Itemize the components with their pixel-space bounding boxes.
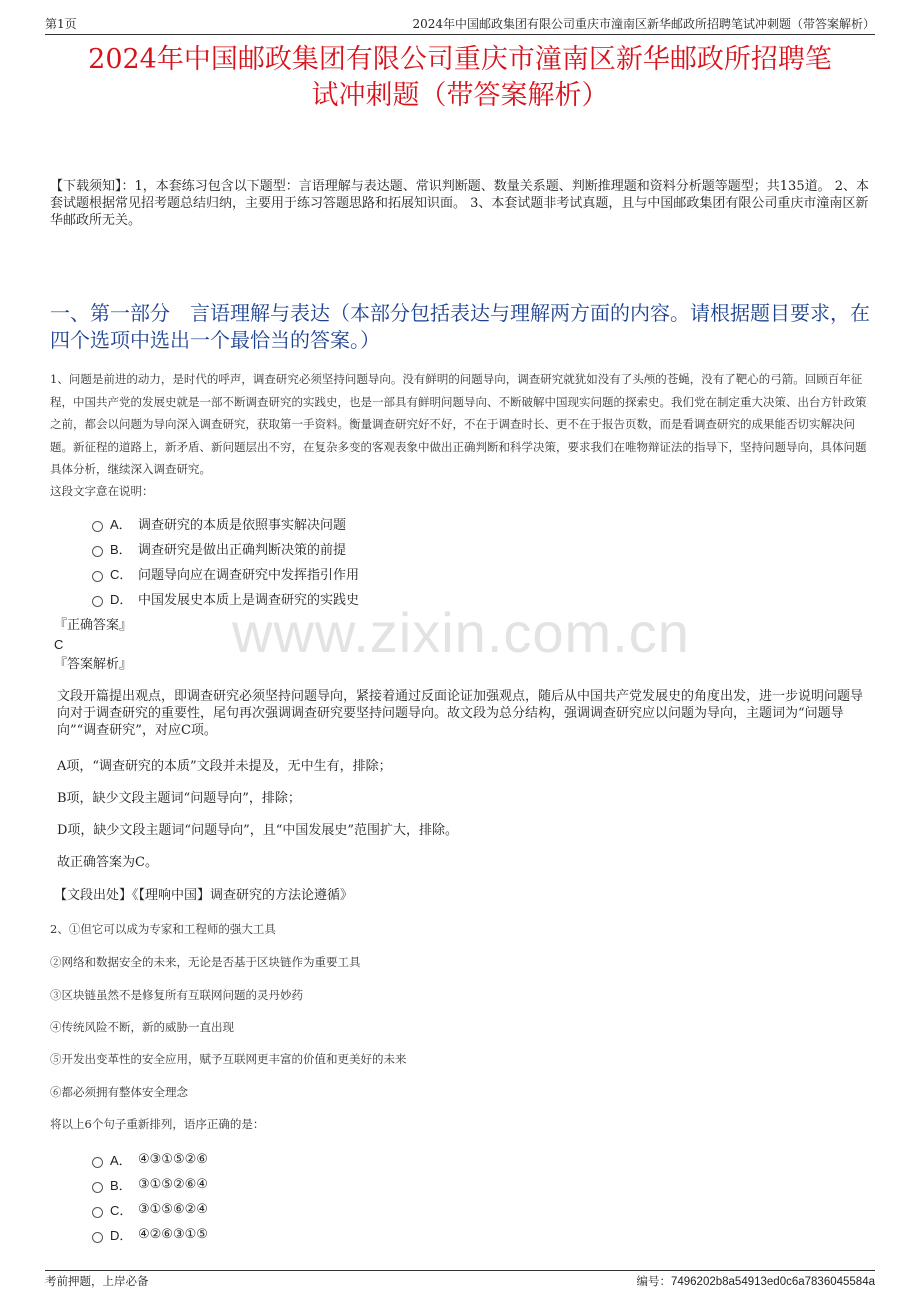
question-1-passage: 1、问题是前进的动力，是时代的呼声，调查研究必须坚持问题导向。没有鲜明的问题导向，调查研究就犹如没有了头颅的苍蝇，没有了靶心的弓箭。回顾百年征程，中国共产党的发展史就是一部不断调查研究的实践史，也是一部具有鲜明问题导向、不断破解中国现实问题的探索史。我们党在制定重大决策、出台方针政策之前，都会以问题为导向深入调查研究，获取第一手资料。衡量调查研究好不好，不在于调查时长、更不在于报告页数，而是看调查研究的成果能否切实解决问题。新征程的道路上，新矛盾、新问题层出不穷，在复杂多变的客观表象中做出正确判断和科学决策，要求我们在唯物辩证法的指导下，坚持问题导向，具体问题具体分析，继续深入调查研究。 [50,372,867,476]
footer-slogan: 考前押题，上岸必备 [45,1274,149,1288]
option-a[interactable] [92,1147,208,1172]
analysis-option-d: D项，缺少文段主题词“问题导向”，且“中国发展史”范围扩大，排除。 [57,823,459,838]
radio-icon[interactable] [92,546,103,557]
option-a[interactable] [92,511,359,536]
q2-sentence-5: ⑤开发出变革性的安全应用，赋予互联网更丰富的价值和更美好的未来 [50,1052,407,1066]
option-d[interactable] [92,1222,208,1247]
option-b[interactable] [92,536,359,561]
watermark: www.zixin.com.cn [232,601,690,664]
title-line-2: 试冲刺题（带答案解析） [311,80,609,111]
option-letter: B． [110,1178,132,1193]
option-text: 中国发展史本质上是调查研究的实践史 [138,593,360,608]
footer-code-label: 编号： [636,1274,671,1288]
q2-sentence-3: ③区块链虽然不是修复所有互联网问题的灵丹妙药 [50,988,303,1002]
analysis-option-b: B项，缺少文段主题词“问题导向”，排除； [57,791,301,806]
radio-icon[interactable] [92,1207,103,1218]
footer-code [636,1273,875,1291]
option-c[interactable] [92,561,359,586]
option-text: ④②⑥③①⑤ [138,1227,208,1242]
option-letter: B． [110,542,132,557]
option-letter: D． [110,592,133,607]
question-1-options [92,511,359,611]
option-text: ③①⑤②⑥④ [138,1177,208,1192]
header-doc-title: 2024年中国邮政集团有限公司重庆市潼南区新华邮政所招聘笔试冲刺题（带答案解析） [412,17,875,31]
analysis-conclusion: 故正确答案为C。 [57,855,158,870]
option-letter: C． [110,567,133,582]
option-text: 调查研究是做出正确判断决策的前提 [138,543,347,558]
q2-sentence-4: ④传统风险不断，新的威胁一直出现 [50,1020,234,1034]
radio-icon[interactable] [92,521,103,532]
answer-value: C [54,637,64,652]
option-text: ④③①⑤②⑥ [138,1152,208,1167]
option-letter: C． [110,1203,133,1218]
page-header [45,12,875,35]
q2-sentence-2: ②网络和数据安全的未来，无论是否基于区块链作为重要工具 [50,955,361,969]
option-text: 问题导向应在调查研究中发挥指引作用 [138,568,360,583]
download-notice: 【下载须知】：1，本套练习包含以下题型：言语理解与表达题、常识判断题、数量关系题、判断推理题和资料分析题等题型；共135道。 2、本套试题根据常见招考题总结归纳，主要用于练习答题思路和拓展知识面。 3、本套试题非考试真题，且与中国邮政集团有限公司重庆市潼南区新华邮政所无关。 [50,179,869,228]
option-letter: A． [110,517,132,532]
page-number: 第1页 [45,17,77,31]
document-title [40,42,880,114]
radio-icon[interactable] [92,596,103,607]
option-d[interactable] [92,586,359,611]
radio-icon[interactable] [92,1157,103,1168]
analysis-option-a: A项，“调查研究的本质”文段并未提及，无中生有，排除； [57,759,392,774]
option-b[interactable] [92,1172,208,1197]
radio-icon[interactable] [92,571,103,582]
q2-sentence-1: 2、①但它可以成为专家和工程师的强大工具 [50,922,276,936]
question-2-prompt: 将以上6个句子重新排列，语序正确的是： [50,1117,265,1131]
title-line-1: 2024年中国邮政集团有限公司重庆市潼南区新华邮政所招聘笔 [88,44,832,75]
footer-code-value: 7496202b8a54913ed0c6a7836045584a [670,1276,875,1288]
passage-source: 【文段出处】《【理响中国】调查研究的方法论遵循》 [54,888,354,903]
option-letter: A． [110,1153,132,1168]
radio-icon[interactable] [92,1232,103,1243]
analysis-paragraph: 文段开篇提出观点，即调查研究必须坚持问题导向，紧接着通过反面论证加强观点，随后从中国共产党发展史的角度出发，进一步说明问题导向对于调查研究的重要性，尾句再次强调调查研究要坚持问题导向。故文段为总分结构，强调调查研究应以问题为导向，主题词为“问题导向”“调查研究”，对应C项。 [57,689,864,738]
section-heading: 一、第一部分 言语理解与表达（本部分包括表达与理解两方面的内容。请根据题目要求，在四个选项中选出一个最恰当的答案。） [50,301,870,352]
option-letter: D． [110,1228,133,1243]
answer-label: 『正确答案』 [54,618,133,633]
page-footer [45,1270,875,1291]
option-c[interactable] [92,1197,208,1222]
option-text: ③①⑤⑥②④ [138,1202,208,1217]
q2-sentence-6: ⑥都必须拥有整体安全理念 [50,1085,188,1099]
analysis-label: 『答案解析』 [54,657,133,672]
question-1-prompt: 这段文字意在说明： [50,484,154,498]
radio-icon[interactable] [92,1182,103,1193]
option-text: 调查研究的本质是依照事实解决问题 [138,518,347,533]
question-2-options [92,1147,208,1247]
